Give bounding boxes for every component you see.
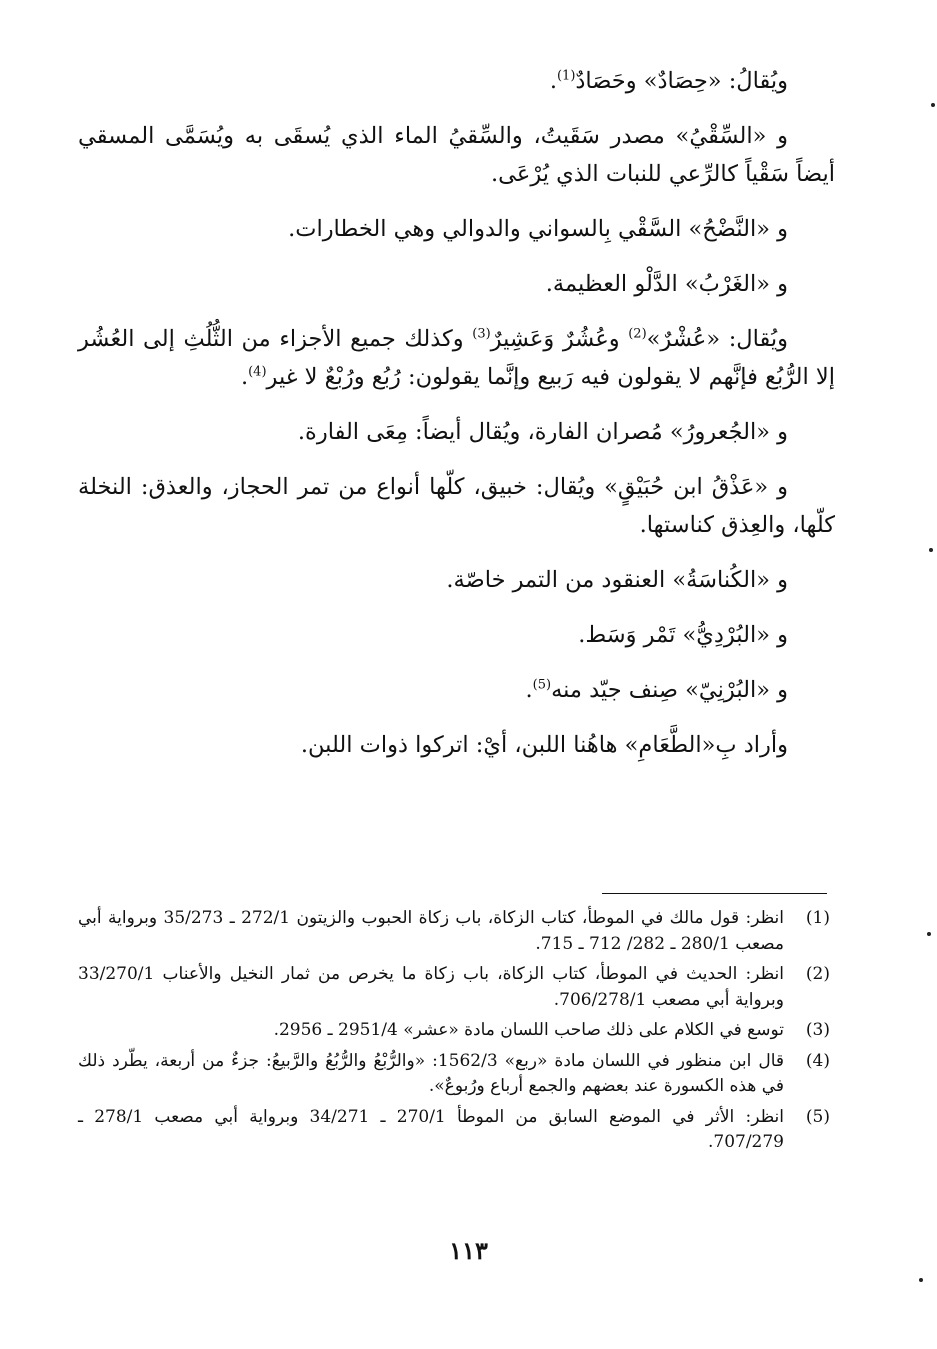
paragraph-text: ويُقالُ: «حِصَادٌ» وحَصَادٌ <box>575 68 788 94</box>
footnote <box>78 1105 830 1156</box>
paragraph-text: وعُشُرٌ وَعَشِيرٌ <box>490 326 629 352</box>
scan-speck <box>919 1278 923 1282</box>
paragraph-end: . <box>525 677 533 703</box>
paragraph <box>78 62 835 100</box>
footnote-ref[interactable]: (5) <box>532 677 552 693</box>
footnote-ref[interactable]: (3) <box>472 326 491 342</box>
main-text <box>78 62 835 781</box>
footnote <box>78 962 830 1013</box>
paragraph-end: . <box>549 68 557 94</box>
footnote-text: انظر: الحديث في الموطأ، كتاب الزكاة، باب زكاة ما يخرص من ثمار النخيل والأعناب 33/270/1 وبرواية أبي مصعب 706/278/1. <box>78 964 784 1010</box>
footnote <box>78 1018 830 1044</box>
footnotes <box>78 906 830 1161</box>
scan-speck <box>927 932 931 936</box>
paragraph: و «الكُناسَةُ» العنقود من التمر خاصّة. <box>446 567 788 593</box>
paragraph-text: ويُقال: «عُشْرٌ» <box>646 326 788 352</box>
paragraph: و «عَذْقُ ابن حُبَيْقٍ» ويُقال: خبيق، كلّها أنواع من تمر الحجاز، والعذق: النخلة كلّها، والعِذق كناستها. <box>78 474 835 538</box>
footnote-number: (3) <box>805 1020 830 1040</box>
footnote-text: توسع في الكلام على ذلك صاحب اللسان مادة «عشر» 2951/4 ـ 2956. <box>273 1020 784 1040</box>
footnote-ref[interactable]: (2) <box>628 326 647 342</box>
paragraph-text: وكذلك جميع الأجزاء من الثُّلُثِ إلى العُشُر إلا الرُّبُع فإنَّهم لا يقولون فيه رَبيع وإنَّما يقولون: رُبُع ورُبْعٌ لا غير <box>78 326 835 390</box>
scan-speck <box>929 548 933 552</box>
paragraph: و «النَّضْحُ» السَّقْي بِالسواني والدوالي وهي الخطارات. <box>288 216 788 242</box>
footnote-text: قال ابن منظور في اللسان مادة «ربع» 1562/3: «والرُّبْعُ والرُّبُعُ والرَّبيعُ: جزءٌ من أربعة، يطّرد ذلك في هذه الكسورة عند بعضهم والجمع أرباع ورُبوعٌ». <box>78 1050 785 1096</box>
paragraph-end: . <box>240 364 249 390</box>
page-number: ١١٣ <box>449 1236 488 1265</box>
paragraph: وأراد بِ«الطَّعَامِ» هاهُنا اللبن، أيْ: اتركوا ذوات اللبن. <box>300 732 788 758</box>
footnote <box>78 906 830 957</box>
footnote <box>78 1049 830 1100</box>
scan-speck <box>931 103 935 107</box>
footnote-ref[interactable]: (1) <box>556 68 576 84</box>
footnote-text: انظر: قول مالك في الموطأ، كتاب الزكاة، باب زكاة الحبوب والزيتون 272/1 ـ 35/273 وبرواية أبي مصعب 280/1 ـ 282/ 712 ـ 715. <box>78 908 784 954</box>
paragraph: و «البُرْدِيُّ» تَمْر وَسَط. <box>578 622 788 648</box>
paragraph: و «الجُعرورُ» مُصران الفارة، ويُقال أيضاً: مِعَى الفارة. <box>297 419 788 445</box>
footnote-separator <box>602 893 827 894</box>
footnote-number: (2) <box>805 964 830 984</box>
footnote-number: (4) <box>805 1050 830 1071</box>
footnote-number: (5) <box>805 1106 830 1127</box>
paragraph <box>78 320 835 396</box>
footnote-text: انظر: الأثر في الموضع السابق من الموطأ 270/1 ـ 34/271 وبرواية أبي مصعب 278/1 ـ 707/279. <box>78 1106 784 1152</box>
paragraph-text: و «البُرْنِيّ» صِنف جيّد منه <box>551 677 788 703</box>
footnote-number: (1) <box>805 908 830 928</box>
footnote-ref[interactable]: (4) <box>248 364 267 380</box>
paragraph: و «الغَرْبُ» الدَّلْو العظيمة. <box>545 271 788 297</box>
paragraph: و «السِّقْيُ» مصدر سَقَيتُ، والسِّقيُ الماء الذي يُسقَى به ويُسَمَّى المسقي أيضاً سَقْياً كالرِّعي للنبات الذي يُرْعَى. <box>78 123 835 187</box>
paragraph <box>78 671 835 709</box>
